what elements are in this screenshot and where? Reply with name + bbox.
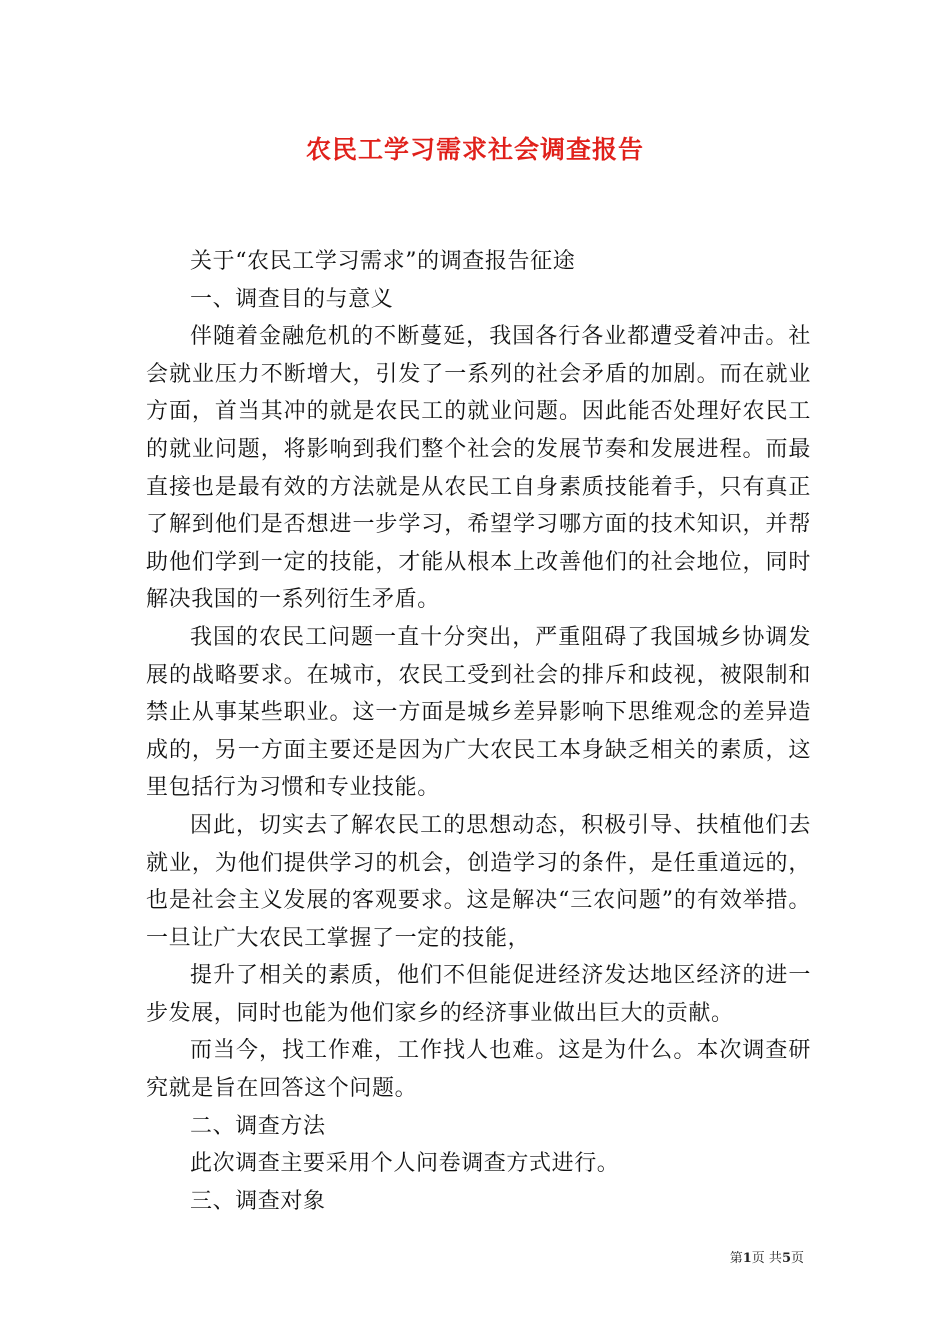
footer-prefix: 第 — [729, 1251, 743, 1266]
paragraph-intro: 关于“农民工学习需求”的调查报告征途 — [190, 249, 576, 274]
section-heading-3: 三、调查对象 — [190, 1188, 326, 1214]
paragraph: 伴随着金融危机的不断蔓延，我国各行各业都遭受着冲击。社会就业压力不断增大，引发了一系列的社会矛盾的加剧。而在就业方面，首当其冲的就是农民工的就业问题。因此能否处理好农民工的就业问题，将影响到我们整个社会的发展节奏和发展进程。而最直接也是最有效的方法就是从农民工自身素质技能着手，只有真正了解到他们是否想进一步学习，希望学习哪方面的技术知识，并帮助他们学到一定的技能，才能从根本上改善他们的社会地位，同时解决我国的一系列衍生矛盾。 — [146, 324, 811, 613]
page-number-footer — [730, 1247, 804, 1266]
section-heading-2: 二、调查方法 — [190, 1113, 326, 1139]
footer-middle: 页 共 — [751, 1251, 782, 1266]
section-heading-1: 一、调查目的与意义 — [190, 286, 394, 312]
footer-suffix: 页 — [790, 1251, 804, 1266]
paragraph: 而当今，找工作难，工作找人也难。这是为什么。本次调查研究就是旨在回答这个问题。 — [146, 1038, 811, 1102]
current-page-number: 1 — [742, 1251, 752, 1266]
document-body — [146, 243, 811, 1220]
paragraph: 我国的农民工问题一直十分突出，严重阻碍了我国城乡协调发展的战略要求。在城市，农民工受到社会的排斥和歧视，被限制和禁止从事某些职业。这一方面是城乡差异影响下思维观念的差异造成的，另一方面主要还是因为广大农民工本身缺乏相关的素质，这里包括行为习惯和专业技能。 — [146, 624, 811, 801]
paragraph: 提升了相关的素质，他们不但能促进经济发达地区经济的进一步发展，同时也能为他们家乡的经济事业做出巨大的贡献。 — [146, 963, 811, 1026]
paragraph: 此次调查主要采用个人问卷调查方式进行。 — [190, 1151, 620, 1177]
total-page-count: 5 — [781, 1251, 791, 1266]
paragraph: 因此，切实去了解农民工的思想动态，积极引导、扶植他们去就业，为他们提供学习的机会，创造学习的条件，是任重道远的，也是社会主义发展的客观要求。这是解决“三农问题”的有效举措。一旦让广大农民工掌握了一定的技能， — [146, 812, 811, 951]
document-title: 农民工学习需求社会调查报告 — [305, 135, 644, 164]
